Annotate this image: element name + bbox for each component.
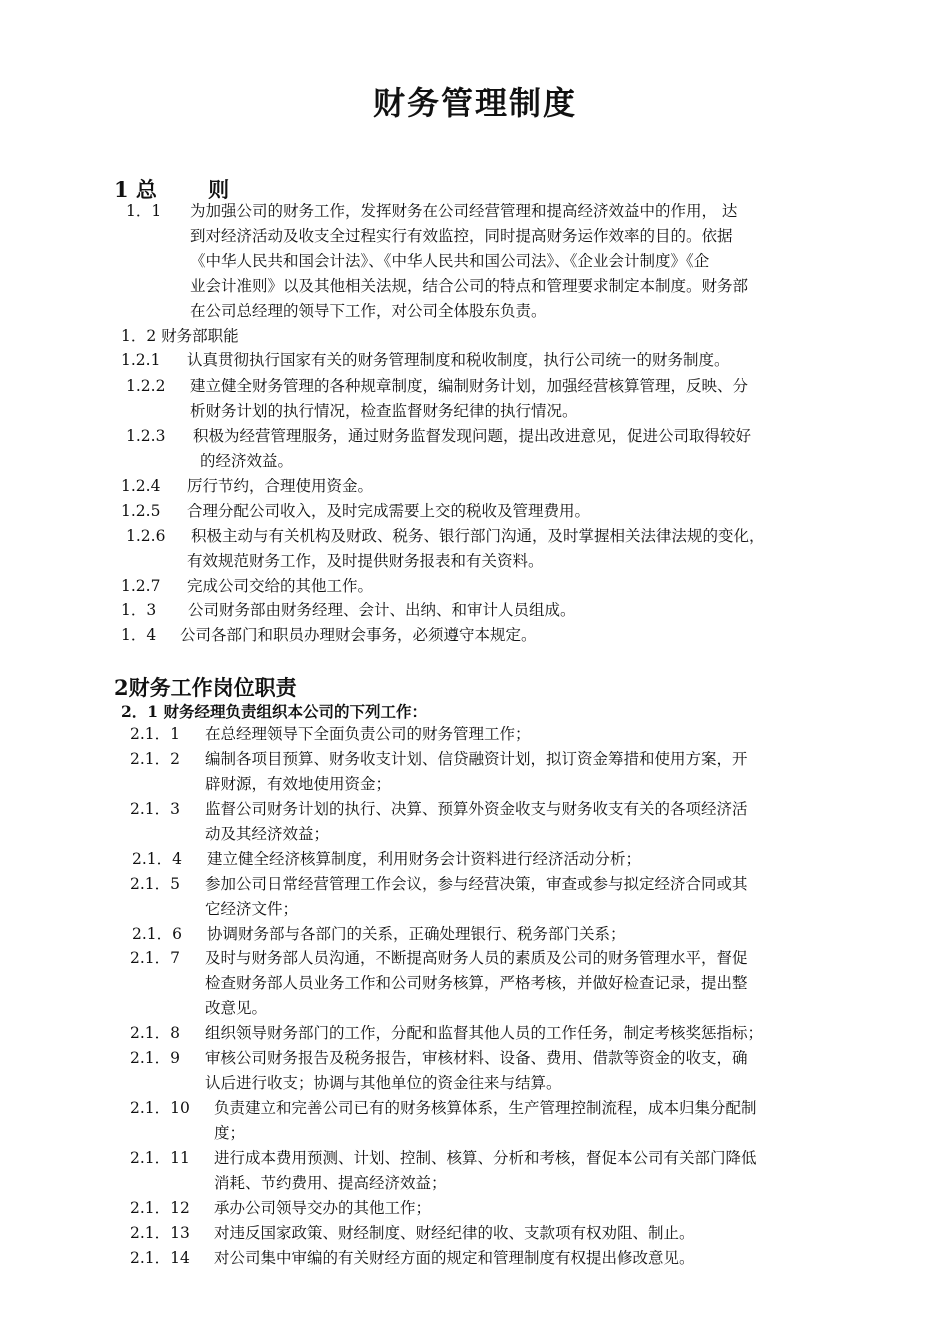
clause-1-4-text: 公司各部门和职员办理财会事务，必须遵守本规定。 — [180, 626, 537, 644]
item-2-1-10-text: 度； — [214, 1124, 246, 1142]
item-2-1-1-text: 在总经理领导下全面负责公司的财务管理工作； — [205, 725, 531, 743]
clause-1-2-2-number: 1.2.2 — [126, 377, 166, 395]
clause-1-1-text: 《中华人民共和国会计法》、《中华人民共和国公司法》、《企业会计制度》《企 — [190, 252, 710, 270]
item-2-1-13-number: 2.1．13 — [130, 1224, 190, 1242]
clause-1-2-3-number: 1.2.3 — [126, 427, 166, 445]
item-2-1-2-number: 2.1．2 — [130, 750, 181, 768]
item-2-1-10-text: 负责建立和完善公司已有的财务核算体系，生产管理控制流程，成本归集分配制 — [214, 1099, 757, 1117]
item-2-1-14-text: 对公司集中审编的有关财经方面的规定和管理制度有权提出修改意见。 — [214, 1249, 695, 1267]
clause-1-2-6-number: 1.2.6 — [126, 527, 166, 545]
item-2-1-3-text: 监督公司财务计划的执行、决算、预算外资金收支与财务收支有关的各项经济活 — [205, 800, 748, 818]
item-2-1-7-number: 2.1．7 — [130, 949, 181, 967]
clause-1-2-5-number: 1.2.5 — [121, 502, 161, 520]
item-2-1-8-text: 组织领导财务部门的工作，分配和监督其他人员的工作任务，制定考核奖惩指标； — [205, 1024, 764, 1042]
item-2-1-3-number: 2.1．3 — [130, 800, 181, 818]
item-2-1-7-text: 改意见。 — [205, 999, 268, 1017]
section-2-heading: 2财务工作岗位职责 — [114, 675, 297, 700]
clause-1-2-6-text: 积极主动与有关机构及财政、税务、银行部门沟通，及时掌握相关法律法规的变化， — [191, 527, 765, 545]
item-2-1-5-number: 2.1．5 — [130, 875, 181, 893]
item-2-1-11-text: 进行成本费用预测、计划、控制、核算、分析和考核，督促本公司有关部门降低 — [214, 1149, 757, 1167]
clause-1-1-text: 在公司总经理的领导下工作，对公司全体股东负责。 — [190, 302, 547, 320]
clause-1-4-number: 1．4 — [121, 626, 157, 644]
clause-1-2-2-text: 析财务计划的执行情况，检查监督财务纪律的执行情况。 — [190, 402, 578, 420]
item-2-1-2-text: 编制各项目预算、财务收支计划、信贷融资计划，拟订资金筹措和使用方案，开 — [205, 750, 748, 768]
item-2-1-9-text: 审核公司财务报告及税务报告，审核材料、设备、费用、借款等资金的收支，确 — [205, 1049, 748, 1067]
item-2-1-13-text: 对违反国家政策、财经制度、财经纪律的收、支款项有权劝阻、制止。 — [214, 1224, 695, 1242]
item-2-1-12-number: 2.1．12 — [130, 1199, 190, 1217]
item-2-1-11-number: 2.1．11 — [130, 1149, 190, 1167]
item-2-1-7-text: 及时与财务部人员沟通，不断提高财务人员的素质及公司的财务管理水平，督促 — [205, 949, 748, 967]
item-2-1-14-number: 2.1．14 — [130, 1249, 190, 1267]
item-2-1-6-text: 协调财务部与各部门的关系，正确处理银行、税务部门关系； — [207, 925, 626, 943]
clause-1-2-1-number: 1.2.1 — [121, 351, 161, 369]
clause-1-2-6-text: 有效规范财务工作，及时提供财务报表和有关资料。 — [187, 552, 544, 570]
clause-1-2-3-text: 的经济效益。 — [200, 452, 294, 470]
clause-1-2-4-number: 1.2.4 — [121, 477, 161, 495]
item-2-1-4-number: 2.1．4 — [132, 850, 183, 868]
item-2-1-11-text: 消耗、节约费用、提高经济效益； — [214, 1174, 447, 1192]
clause-1-2-7-text: 完成公司交给的其他工作。 — [187, 577, 374, 595]
item-2-1-5-text: 参加公司日常经营管理工作会议，参与经营决策，审查或参与拟定经济合同或其 — [205, 875, 748, 893]
item-2-1-2-text: 辟财源，有效地使用资金； — [205, 775, 392, 793]
clause-1-1-text: 到对经济活动及收支全过程实行有效监控，同时提高财务运作效率的目的。依据 — [190, 227, 733, 245]
document-title: 财务管理制度 — [372, 84, 577, 122]
clause-1-1-text: 为加强公司的财务工作，发挥财务在公司经营管理和提高经济效益中的作用， 达 — [190, 202, 738, 220]
item-2-1-6-number: 2.1．6 — [132, 925, 183, 943]
clause-1-2-1-text: 认真贯彻执行国家有关的财务管理制度和税收制度，执行公司统一的财务制度。 — [187, 351, 730, 369]
subsection-2-1-heading: 2．1 财务经理负责组织本公司的下列工作： — [121, 702, 427, 721]
clause-1-3-text: 公司财务部由财务经理、会计、出纳、和审计人员组成。 — [188, 601, 576, 619]
item-2-1-7-text: 检查财务部人员业务工作和公司财务核算，严格考核，并做好检查记录，提出整 — [205, 974, 748, 992]
clause-1-2-3-text: 积极为经营管理服务，通过财务监督发现问题，提出改进意见，促进公司取得较好 — [193, 427, 752, 445]
clause-1-3-number: 1．3 — [121, 601, 157, 619]
clause-1-1-number: 1．1 — [126, 202, 162, 220]
clause-1-2-2-text: 建立健全财务管理的各种规章制度，编制财务计划，加强经营核算管理，反映、分 — [190, 377, 749, 395]
item-2-1-4-text: 建立健全经济核算制度，利用财务会计资料进行经济活动分析； — [207, 850, 642, 868]
clause-1-2-4-text: 厉行节约，合理使用资金。 — [187, 477, 374, 495]
clause-1-2-7-number: 1.2.7 — [121, 577, 161, 595]
item-2-1-12-text: 承办公司领导交办的其他工作； — [214, 1199, 432, 1217]
item-2-1-3-text: 动及其经济效益； — [205, 825, 330, 843]
section-1-heading: 1 总 则 — [114, 177, 230, 202]
item-2-1-1-number: 2.1．1 — [130, 725, 181, 743]
item-2-1-8-number: 2.1．8 — [130, 1024, 181, 1042]
item-2-1-10-number: 2.1．10 — [130, 1099, 190, 1117]
clause-1-2-heading: 1．2 财务部职能 — [121, 327, 239, 345]
clause-1-1-text: 业会计准则》以及其他相关法规，结合公司的特点和管理要求制定本制度。财务部 — [190, 277, 749, 295]
item-2-1-5-text: 它经济文件； — [205, 900, 299, 918]
clause-1-2-5-text: 合理分配公司收入，及时完成需要上交的税收及管理费用。 — [187, 502, 591, 520]
item-2-1-9-number: 2.1．9 — [130, 1049, 181, 1067]
item-2-1-9-text: 认后进行收支；协调与其他单位的资金往来与结算。 — [205, 1074, 562, 1092]
